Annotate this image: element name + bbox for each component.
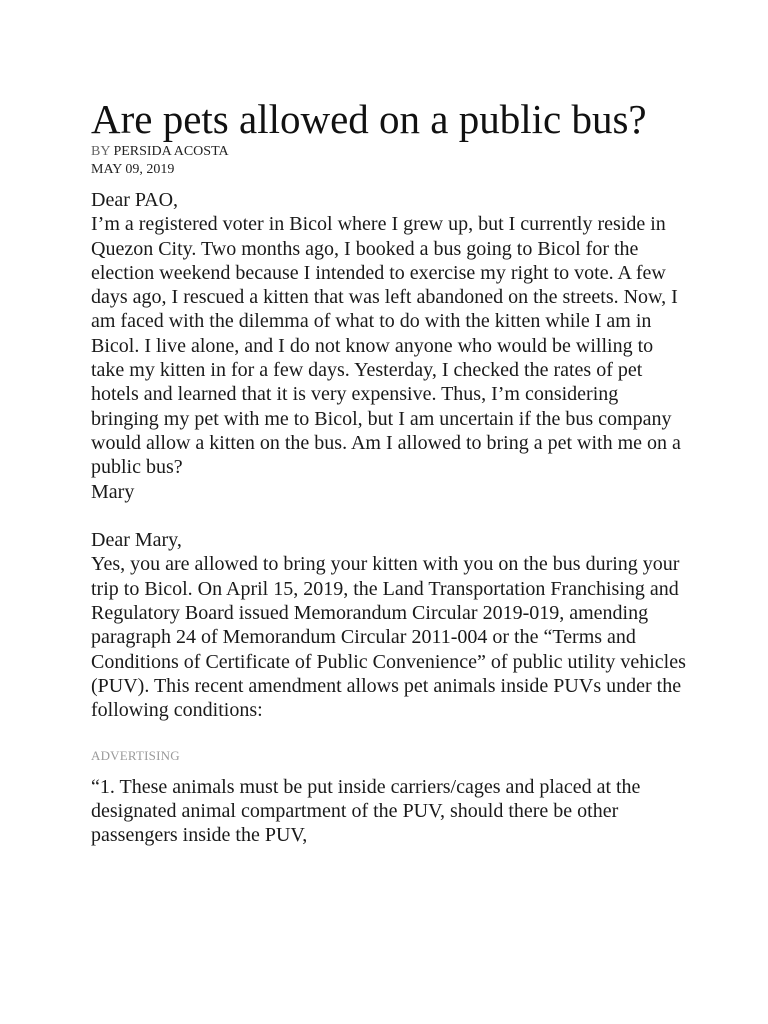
reply-salutation: Dear Mary, [91, 529, 182, 552]
byline [91, 143, 691, 161]
letter-signature: Mary [91, 480, 135, 503]
byline-prefix: BY [91, 144, 110, 159]
publish-date: MAY 09, 2019 [91, 162, 175, 177]
reply-body: Yes, you are allowed to bring your kitten with you on the bus during your trip to Bicol. On April 15, 2019, the Land Transportation Franchising and Regulatory Board issued Memorandum Circular 2019-019, amending paragraph 24 of Memorandum Circular 2011-004 or the “Terms and Conditions of Certificate of Public Convenience” of public utility vehicles (PUV). This recent amendment allows pet animals inside PUVs under the following conditions: [91, 553, 686, 722]
letter-body: I’m a registered voter in Bicol where I grew up, but I currently reside in Quezon City. Two months ago, I booked a bus going to Bicol for the election weekend because I intended to exercise my right to vote. A few days ago, I rescued a kitten that was left abandoned on the streets. Now, I am faced with the dilemma of what to do with the kitten while I am in Bicol. I live alone, and I do not know anyone who would be willing to take my kitten in for a few days. Yesterday, I checked the rates of pet hotels and learned that it is very expensive. Thus, I’m considering bringing my pet with me to Bicol, but I am uncertain if the bus company would allow a kitten on the bus. Am I allowed to bring a pet with me on a public bus? [91, 213, 681, 479]
advertising-label: ADVERTISING [91, 747, 180, 763]
article-title: Are pets allowed on a public bus? [91, 96, 647, 142]
paragraph-gap [91, 504, 691, 528]
letter-salutation: Dear PAO, [91, 189, 179, 211]
author-name[interactable]: PERSIDA ACOSTA [113, 144, 229, 159]
article [91, 95, 691, 847]
quoted-condition: “1. These animals must be put inside carriers/cages and placed at the designated animal compartment of the PUV, should there be other passengers inside the PUV, [91, 775, 641, 847]
